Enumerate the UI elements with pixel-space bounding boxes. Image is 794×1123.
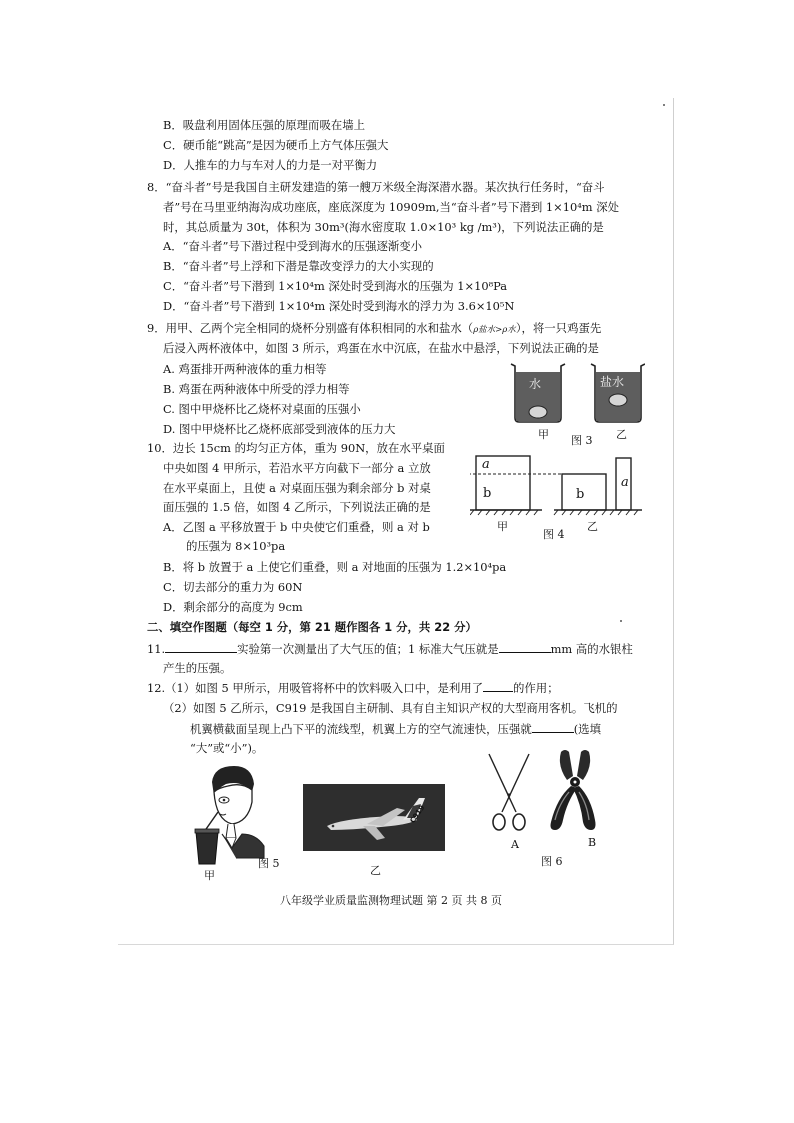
- page-footer: 八年级学业质量监测物理试题 第 2 页 共 8 页: [280, 894, 502, 907]
- q9-stem-line1: [147, 321, 601, 338]
- fig4-label-a: a: [482, 457, 490, 472]
- fig4-label-yi: 乙: [587, 520, 598, 533]
- q12-blank-2[interactable]: [532, 721, 574, 733]
- fig3-label-water: 水: [529, 377, 542, 391]
- fig4-label-b-yi: b: [576, 487, 585, 502]
- figure-6-pliers: [543, 746, 603, 834]
- q10-option-d: D．剩余部分的高度为 9cm: [163, 600, 303, 614]
- egg-suspended: [609, 394, 627, 406]
- q10-stem-line4: 面压强的 1.5 倍，如图 4 乙所示，下列说法正确的是: [163, 500, 431, 514]
- q11-line1: [147, 641, 633, 657]
- q9-option-a: A. 鸡蛋排开两种液体的重力相等: [163, 362, 327, 376]
- fig3-label-salt-water: 盐水: [600, 375, 625, 389]
- fig6-label-b: B: [588, 836, 597, 849]
- q12-blank-1[interactable]: [483, 680, 513, 692]
- q9-option-c: C. 图中甲烧杯比乙烧杯对桌面的压强小: [163, 402, 361, 416]
- q9-density-relation: ρ盐水>ρ水: [473, 325, 516, 335]
- q12-part2-line2: [190, 721, 601, 737]
- q9-option-b: B. 鸡蛋在两种液体中所受的浮力相等: [163, 382, 350, 396]
- c919-tail-text: C919: [408, 803, 427, 825]
- q10-stem-line1: 10．边长 15cm 的均匀正方体，重为 90N，放在水平桌面: [147, 441, 445, 455]
- q12-part1-text: 12.（1）如图 5 甲所示，用吸管将杯中的饮料吸入口中，是利用了: [147, 681, 484, 695]
- fig4-yi-pieces: [554, 458, 642, 515]
- q11-blank-1[interactable]: [165, 641, 237, 653]
- figure-6-scissors: [485, 752, 533, 836]
- fig6-label-a: A: [511, 838, 519, 851]
- fig3-label-yi: 乙: [616, 428, 627, 441]
- q8-stem-line1: 8．“奋斗者”号是我国自主研发建造的第一艘万米级全海深潜水器。某次执行任务时，“奋斗: [147, 180, 605, 194]
- scan-speck: [620, 620, 622, 622]
- q11-number: 11.: [147, 642, 166, 656]
- q7-option-b: B．吸盘利用固体压强的原理而吸在墙上: [163, 118, 366, 132]
- q10-stem-line2: 中央如图 4 甲所示，若沿水平方向截下一部分 a 立放: [163, 461, 431, 475]
- fig5-caption: 图 5: [258, 857, 280, 870]
- q10-option-c: C．切去部分的重力为 60N: [163, 580, 303, 594]
- q8-option-c: C．“奋斗者”号下潜到 1×10⁴m 深处时受到海水的压强为 1×10⁸Pa: [163, 279, 508, 293]
- q11-text-1: 实验第一次测量出了大气压的值；1 标准大气压就是: [237, 642, 499, 656]
- q9-stem-line1-b: ），将一只鸡蛋先: [515, 321, 602, 335]
- figure-3-beakers: [505, 358, 645, 428]
- fig5-label-yi: 乙: [370, 864, 381, 877]
- q9-stem-line2: 后浸入两杯液体中，如图 3 所示，鸡蛋在水中沉底，在盐水中悬浮，下列说法正确的是: [163, 341, 599, 355]
- q12-part2-line1: （2）如图 5 乙所示，C919 是我国自主研制、具有自主知识产权的大型商用客机。飞机的: [163, 701, 618, 715]
- q10-option-b: B．将 b 放置于 a 上使它们重叠，则 a 对地面的压强为 1.2×10⁴pa: [163, 560, 507, 574]
- egg-sunk: [529, 406, 547, 418]
- q10-stem-line3: 在水平桌面上，且使 a 对桌面压强为剩余部分 b 对桌: [163, 481, 431, 495]
- q12-part2-text: 机翼横截面呈现上凸下平的流线型，机翼上方的空气流速快，压强就: [190, 722, 532, 736]
- q12-part1: [147, 680, 559, 696]
- q8-option-b: B．“奋斗者”号上浮和下潜是靠改变浮力的大小实现的: [163, 259, 434, 273]
- q12-part2-tail: (选填: [573, 722, 601, 736]
- q11-blank-2[interactable]: [499, 641, 551, 653]
- q9-stem-line1-a: 9．用甲、乙两个完全相同的烧杯分别盛有体积相同的水和盐水（: [147, 321, 474, 335]
- q8-option-d: D．“奋斗者”号下潜到 1×10⁴m 深处时受到海水的浮力为 3.6×10⁵N: [163, 299, 515, 313]
- fig5-label-jia: 甲: [204, 869, 215, 882]
- fig4-label-jia: 甲: [497, 520, 508, 533]
- fig6-caption: 图 6: [541, 855, 563, 868]
- section-2-heading: 二、填空作图题（每空 1 分，第 21 题作图各 1 分，共 22 分）: [147, 620, 477, 634]
- q8-option-a: A．“奋斗者”号下潜过程中受到海水的压强逐渐变小: [163, 239, 423, 253]
- beaker-water: [511, 364, 565, 422]
- figure-5-boy-drinking: [192, 762, 270, 870]
- q11-line2: 产生的压强。: [163, 661, 232, 675]
- q12-part1-tail: 的作用；: [513, 681, 559, 695]
- q10-option-a-line2: 的压强为 8×10³pa: [186, 539, 286, 553]
- q8-stem-line3: 时，其总质量为 30t，体积为 30m³(海水密度取 1.0×10³ kg /m³)，下列说法正确的是: [163, 220, 604, 234]
- fig4-label-b: b: [483, 486, 492, 501]
- fig3-label-jia: 甲: [538, 428, 549, 441]
- beaker-salt-water: [591, 364, 645, 422]
- fig4-ground-jia: [470, 510, 542, 515]
- q12-part2-line3: “大”或“小”)。: [190, 741, 264, 755]
- fig3-caption: 图 3: [571, 434, 593, 447]
- q9-option-d: D. 图中甲烧杯比乙烧杯底部受到液体的压力大: [163, 422, 396, 436]
- q7-option-d: D．人推车的力与车对人的力是一对平衡力: [163, 158, 378, 172]
- q11-text-2: mm 高的水银柱: [550, 642, 633, 656]
- fig4-label-a-yi: a: [621, 475, 629, 490]
- q10-option-a-line1: A．乙图 a 平移放置于 b 中央使它们重叠，则 a 对 b: [163, 520, 430, 534]
- q7-option-c: C．硬币能“跳高”是因为硬币上方气体压强大: [163, 138, 389, 152]
- scan-speck: [663, 104, 665, 106]
- fig4-caption: 图 4: [543, 528, 565, 541]
- q8-stem-line2: 者”号在马里亚纳海沟成功座底，座底深度为 10909m,当“奋斗者”号下潜到 1×10⁴m 深处: [163, 200, 619, 214]
- figure-4-cubes: [470, 450, 645, 522]
